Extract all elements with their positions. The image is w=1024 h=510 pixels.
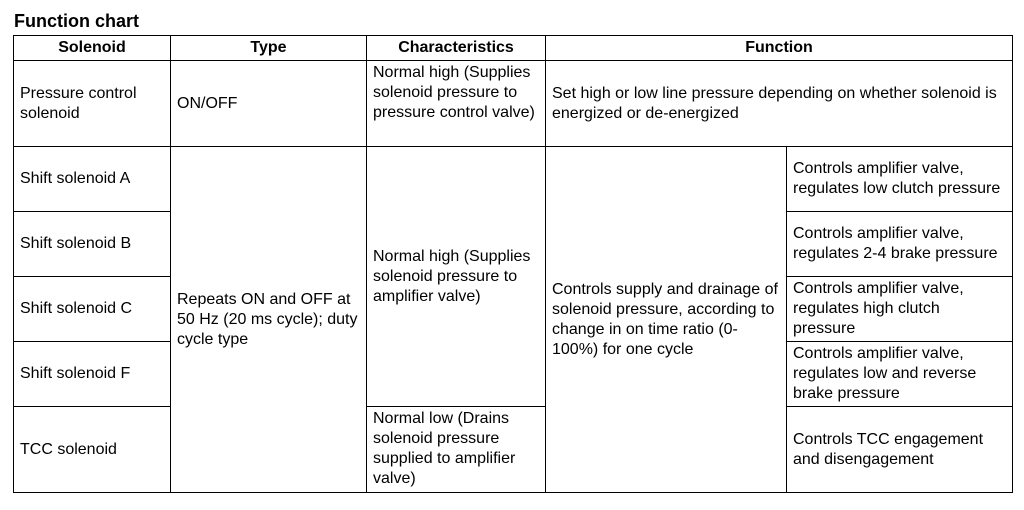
cell-sub-function: Controls amplifier valve, regulates high clutch pressure — [787, 277, 1013, 342]
cell-sub-function: Controls TCC engagement and disengagement — [787, 407, 1013, 493]
header-characteristics: Characteristics — [367, 36, 546, 61]
cell-type: ON/OFF — [171, 61, 367, 147]
cell-sub-function: Controls amplifier valve, regulates low and reverse brake pressure — [787, 342, 1013, 407]
cell-function: Set high or low line pressure depending on whether solenoid is energized or de-energized — [546, 61, 1013, 147]
cell-characteristics: Normal high (Supplies solenoid pressure to pressure control valve) — [367, 61, 546, 147]
cell-solenoid: Pressure control solenoid — [14, 61, 171, 147]
cell-solenoid: Shift solenoid C — [14, 277, 171, 342]
header-type: Type — [171, 36, 367, 61]
header-row — [14, 36, 1013, 61]
cell-characteristics: Normal low (Drains solenoid pressure supplied to amplifier valve) — [367, 407, 546, 493]
page-title: Function chart — [14, 11, 139, 31]
header-function: Function — [546, 36, 1013, 61]
cell-solenoid: Shift solenoid A — [14, 147, 171, 212]
cell-sub-function: Controls amplifier valve, regulates low clutch pressure — [787, 147, 1013, 212]
table-row — [14, 61, 1013, 147]
cell-duty-cycle-type: Repeats ON and OFF at 50 Hz (20 ms cycle); duty cycle type — [171, 147, 367, 493]
function-chart-table — [13, 35, 1013, 493]
cell-duty-cycle-characteristics: Normal high (Supplies solenoid pressure to amplifier valve) — [367, 147, 546, 407]
cell-duty-cycle-function: Controls supply and drainage of solenoid pressure, according to change in on time ratio (0-100%) for one cycle — [546, 147, 787, 493]
cell-sub-function: Controls amplifier valve, regulates 2-4 brake pressure — [787, 212, 1013, 277]
cell-solenoid: Shift solenoid F — [14, 342, 171, 407]
table-row — [14, 147, 1013, 212]
cell-solenoid: TCC solenoid — [14, 407, 171, 493]
header-solenoid: Solenoid — [14, 36, 171, 61]
cell-solenoid: Shift solenoid B — [14, 212, 171, 277]
table-row — [14, 407, 1013, 493]
